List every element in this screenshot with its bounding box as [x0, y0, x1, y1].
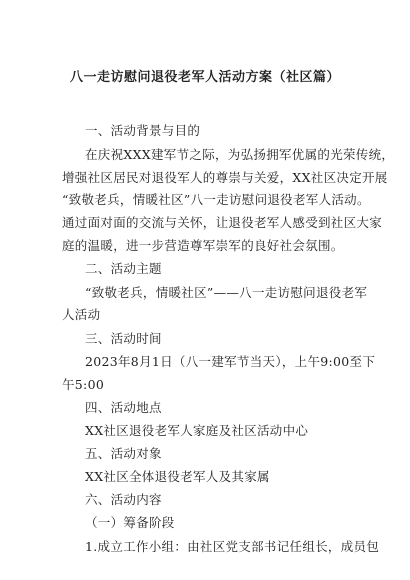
document-title: 八一走访慰问退役老军人活动方案（社区篇） — [69, 70, 340, 85]
body-line: 增强社区居民对退役军人的尊崇与关爱，XX社区决定开展 — [62, 170, 388, 185]
body-line: 2023年8月1日（八一建军节当天），上午9:00至下 — [85, 354, 376, 369]
body-line: “致敬老兵，情暖社区”——八一走访慰问退役老军 — [85, 285, 368, 300]
body-line: 午5:00 — [62, 377, 105, 392]
body-line: XX社区退役老军人家庭及社区活动中心 — [85, 423, 309, 438]
body-line: “致敬老兵，情暖社区”八一走访慰问退役老军人活动。 — [62, 192, 370, 207]
body-line: 在庆祝XXX建军节之际，为弘扬拥军优属的光荣传统， — [85, 147, 395, 162]
subsection-heading: （一）筹备阶段 — [85, 515, 175, 530]
section-heading-background: 一、活动背景与目的 — [85, 123, 201, 138]
body-line: 人活动 — [62, 307, 101, 322]
body-line: XX社区全体退役老军人及其家属 — [85, 469, 270, 484]
section-heading-theme: 二、活动主题 — [85, 261, 162, 276]
section-heading-location: 四、活动地点 — [85, 400, 162, 415]
section-heading-time: 三、活动时间 — [85, 331, 162, 346]
section-heading-audience: 五、活动对象 — [85, 446, 162, 461]
body-line: 通过面对面的交流与关怀，让退役老军人感受到社区大家 — [62, 215, 383, 230]
body-line: 庭的温暖，进一步营造尊军崇军的良好社会氛围。 — [62, 238, 344, 253]
section-heading-content: 六、活动内容 — [85, 492, 162, 507]
body-line: 1.成立工作小组：由社区党支部书记任组长，成员包 — [85, 539, 380, 554]
